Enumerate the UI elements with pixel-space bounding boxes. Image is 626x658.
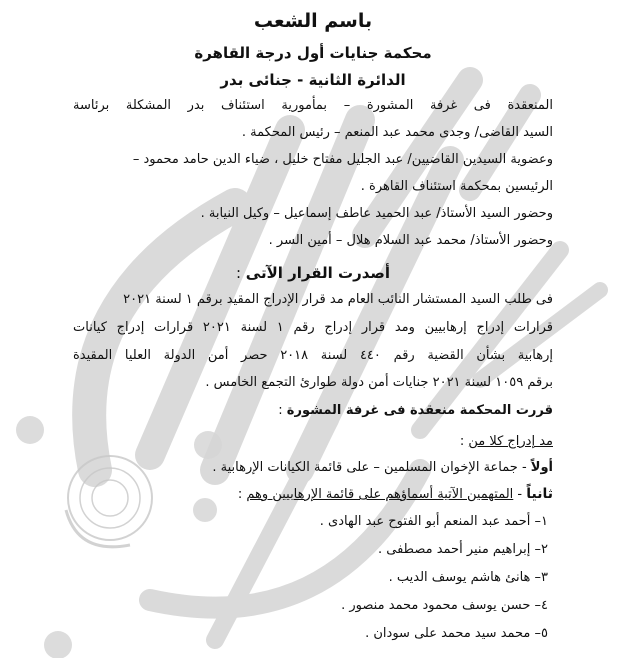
session-line-2: السيد القاضى/ وجدى محمد عبد المنعم – رئيس المحكمة . [241, 125, 553, 140]
session-line-1: المنعقدة فى غرفة المشورة – بمأمورية استئناف بدر المشكلة برئاسة [73, 98, 553, 113]
members-line-1: وعضوية السيدين القاضيين/ عبد الجليل مفتاح خليل ، ضياء الدين حامد محمود – [132, 152, 553, 167]
ruling-intro-colon: : [459, 434, 469, 449]
ruling-intro [460, 433, 553, 451]
name-list-item: ١– أحمد عبد المنعم أبو الفتوح عبد الهادى . [319, 514, 548, 529]
circuit-name: الدائرة الثانية - جنائى بدر [220, 71, 406, 89]
decision-heading-text: أصدرت القرار الآتى [245, 264, 391, 282]
decision-line-1: فى طلب السيد المستشار النائب العام مد قرار الإدراج المقيد برقم ١ لسنة ٢٠٢١ [123, 292, 553, 307]
ruling-item-second [238, 485, 553, 504]
decision-line-2: قرارات إدراج إرهابيين ومد قرار إدراج رقم ١ لسنة ٢٠٢١ قرارات إدراج كيانات [73, 320, 553, 335]
second-label: ثانياً [526, 486, 553, 502]
ruling-heading-colon: : [278, 403, 287, 418]
second-text: المتهمين الآتية أسماؤهم على قائمة الإرهابيين وهم [246, 487, 514, 502]
prosecutor-line: وحضور السيد الأستاذ/ عبد الحميد عاطف إسماعيل – وكيل النيابة . [200, 206, 553, 221]
secretary-line: وحضور الأستاذ/ محمد عبد السلام هلال – أمين السر . [268, 233, 553, 248]
decision-line-3: إرهابية بشأن القضية رقم ٤٤٠ لسنة ٢٠١٨ حصر أمن الدولة العليا المقيدة [73, 348, 553, 363]
decision-heading-colon: : [235, 264, 246, 282]
ruling-intro-text: مد إدراج كلا من [468, 434, 553, 449]
ruling-item-first [212, 459, 553, 477]
second-separator: - [513, 487, 527, 502]
ruling-heading [278, 402, 553, 420]
page-title: باسم الشعب [253, 10, 373, 32]
decision-heading [0, 264, 626, 282]
second-colon: : [237, 487, 247, 502]
court-name: محكمة جنايات أول درجة القاهرة [194, 44, 432, 62]
decision-line-4: برقم ١٠٥٩ لسنة ٢٠٢١ جنايات أمن دولة طوارئ التجمع الخامس . [205, 375, 553, 390]
name-list-item: ٣– هانئ هاشم يوسف الديب . [388, 570, 548, 585]
ruling-heading-text: قررت المحكمة منعقدة فى غرفة المشورة [286, 403, 553, 418]
first-text: - جماعة الإخوان المسلمين – على قائمة الكيانات الإرهابية . [212, 460, 531, 475]
name-list-item: ٤– حسن يوسف محمود محمد منصور . [341, 598, 548, 613]
first-label: أولاً [530, 460, 553, 475]
name-list-item: ٥– محمد سيد محمد على سودان . [365, 626, 548, 641]
name-list-item: ٢– إبراهيم منير أحمد مصطفى . [377, 542, 548, 557]
members-line-2: الرئيسين بمحكمة استئناف القاهرة . [360, 179, 553, 194]
